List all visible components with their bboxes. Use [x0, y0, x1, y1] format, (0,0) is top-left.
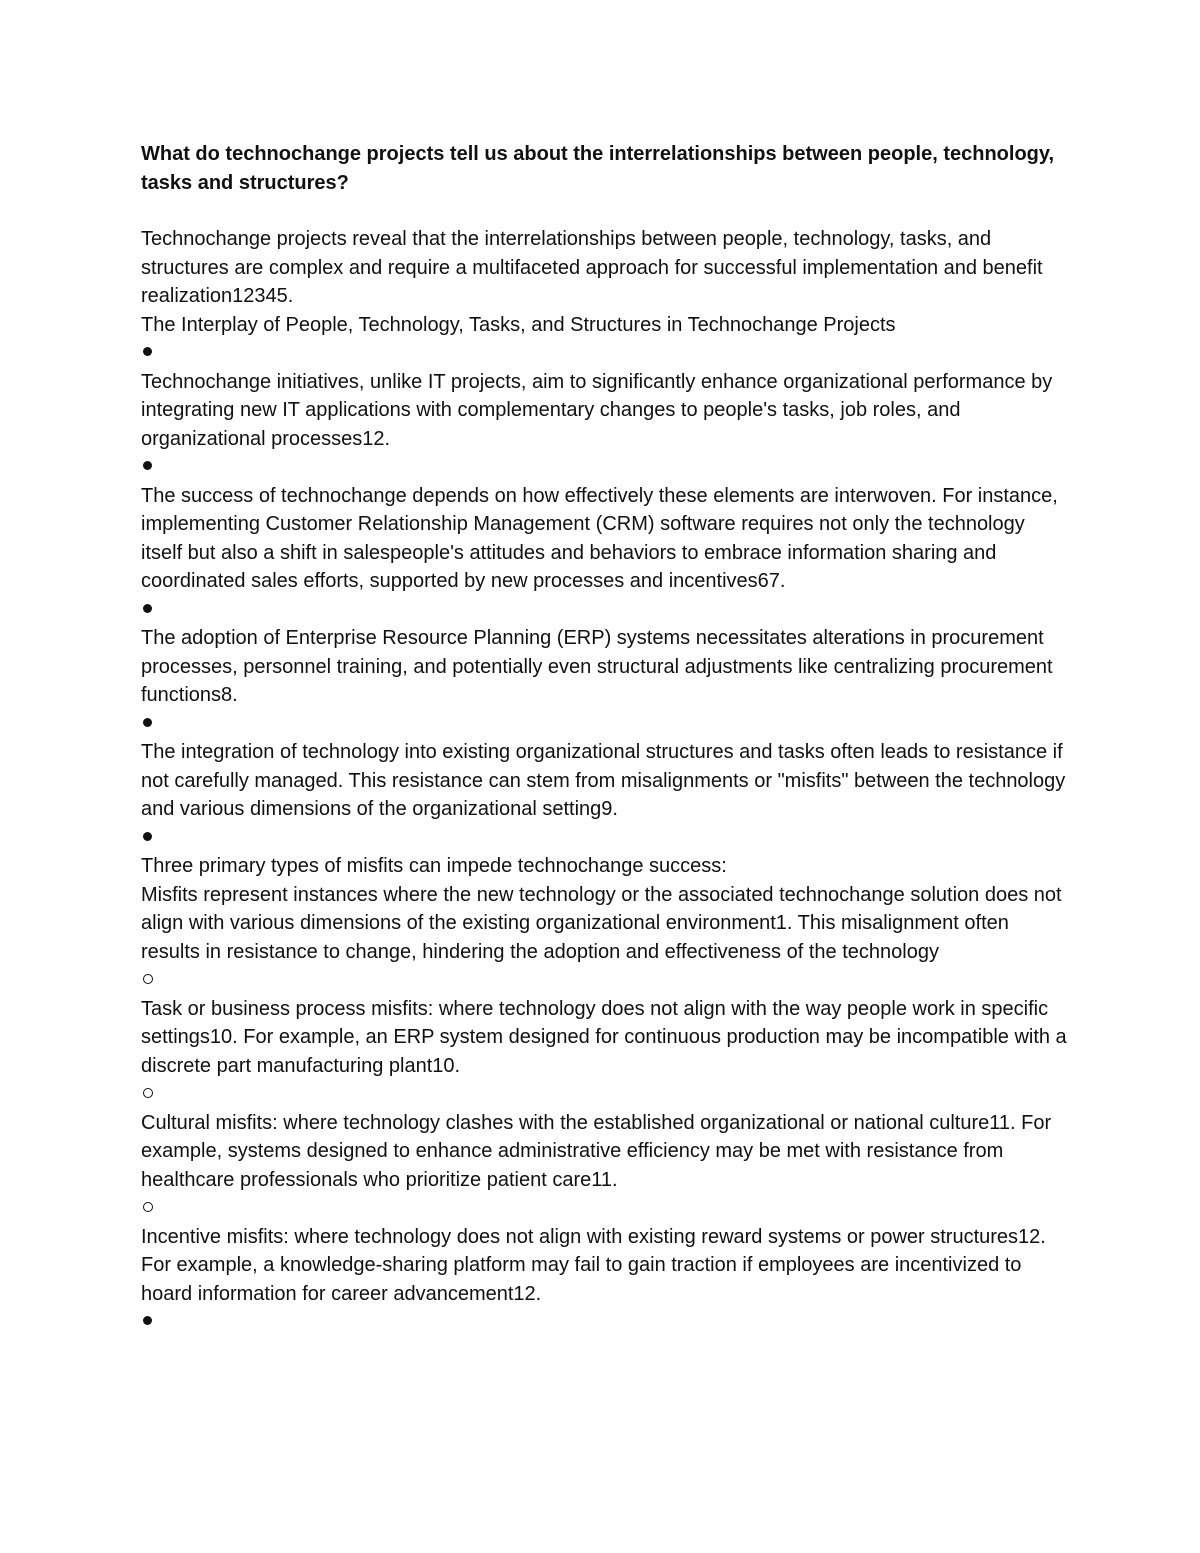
paragraph-misfit-types: Three primary types of misfits can impede technochange success: [141, 855, 727, 877]
paragraph-task-misfits: Task or business process misfits: where technology does not align with the way people work in specific settings10. For example, an ERP system designed for continuous production may be incompatible with a discrete part manufacturing plant10. [141, 997, 1067, 1077]
paragraph-misfits-definition: Misfits represent instances where the new technology or the associated technochange solution does not align with various dimensions of the existing organizational environment1. This misalignment often results in resistance to change, hindering the adoption and effectiveness of the technology [141, 883, 1062, 963]
bullet-circle-icon [141, 966, 1071, 995]
bullet-circle-icon [141, 1080, 1071, 1109]
bullet-disc-icon [141, 596, 1071, 625]
paragraph-cultural-misfits: Cultural misfits: where technology clashes with the established organizational or national culture11. For example, systems designed to enhance administrative efficiency may be met with resistance from healthcare professionals who prioritize patient care11. [141, 1111, 1052, 1191]
paragraph-crm-example: The success of technochange depends on how effectively these elements are interwoven. For instance, implementing Customer Relationship Management (CRM) software requires not only the technology itself but also a shift in salespeople's attitudes and behaviors to embrace information sharing and coordinated sales efforts, supported by new processes and incentives67. [141, 484, 1058, 592]
paragraph-technochange-initiatives: Technochange initiatives, unlike IT projects, aim to significantly enhance organizational performance by integrating new IT applications with complementary changes to people's tasks, job roles, and organizational processes12. [141, 370, 1053, 450]
bullet-disc-icon [141, 453, 1071, 482]
paragraph-erp-adoption: The adoption of Enterprise Resource Planning (ERP) systems necessitates alterations in procurement processes, personnel training, and potentially even structural adjustments like centralizing procurement functions8. [141, 627, 1053, 706]
intro-paragraph: Technochange projects reveal that the interrelationships between people, technology, tasks, and structures are complex and require a multifaceted approach for successful implementation and benefit realization12345. [141, 228, 1043, 307]
document-title: What do technochange projects tell us about the interrelationships between people, technology, tasks and structures? [141, 143, 1055, 194]
bullet-disc-icon [141, 710, 1071, 739]
bullet-circle-icon [141, 1194, 1071, 1223]
bullet-disc-icon [141, 824, 1071, 853]
paragraph-incentive-misfits: Incentive misfits: where technology does not align with existing reward systems or power structures12. For example, a knowledge-sharing platform may fail to gain traction if employees are incentivized to hoard information for career advancement12. [141, 1225, 1046, 1305]
bullet-disc-icon [141, 1308, 1071, 1337]
subheading: The Interplay of People, Technology, Tasks, and Structures in Technochange Projects [141, 313, 896, 336]
bullet-disc-icon [141, 339, 1071, 368]
paragraph-resistance: The integration of technology into existing organizational structures and tasks often leads to resistance if not carefully managed. This resistance can stem from misalignments or "misfits" between the technology and various dimensions of the organizational setting9. [141, 741, 1066, 820]
document-page [141, 140, 1071, 1337]
